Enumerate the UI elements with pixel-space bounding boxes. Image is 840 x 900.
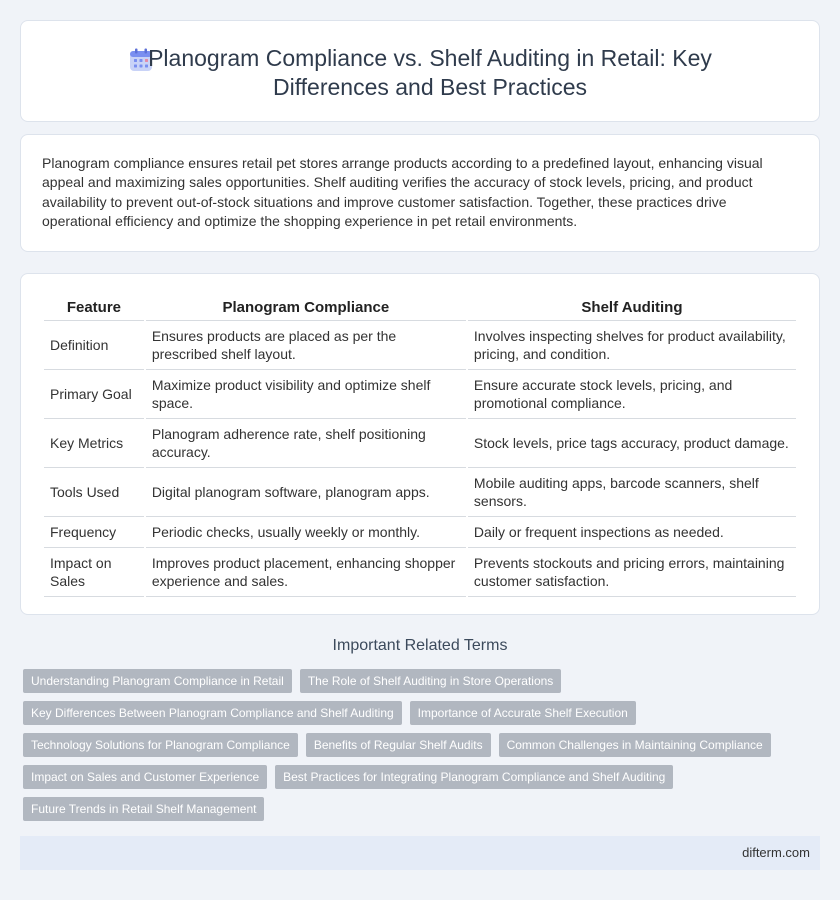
- related-term-tag[interactable]: Best Practices for Integrating Planogram Compliance and Shelf Auditing: [275, 765, 673, 789]
- row-planogram-value: Planogram adherence rate, shelf positioning accuracy.: [146, 419, 466, 468]
- related-terms-list: [23, 669, 813, 829]
- row-planogram-value: Maximize product visibility and optimize shelf space.: [146, 370, 466, 419]
- row-shelf-value: Involves inspecting shelves for product availability, pricing, and condition.: [468, 321, 796, 370]
- row-feature: Tools Used: [44, 468, 144, 517]
- related-term-tag[interactable]: Understanding Planogram Compliance in Retail: [23, 669, 292, 693]
- header-planogram-compliance: Planogram Compliance: [146, 294, 466, 321]
- related-term-tag[interactable]: Importance of Accurate Shelf Execution: [410, 701, 636, 725]
- row-shelf-value: Ensure accurate stock levels, pricing, and promotional compliance.: [468, 370, 796, 419]
- table-row: [44, 321, 796, 370]
- table-header-row: [44, 294, 796, 321]
- row-feature: Key Metrics: [44, 419, 144, 468]
- row-shelf-value: Daily or frequent inspections as needed.: [468, 517, 796, 548]
- footer: [20, 836, 820, 870]
- row-planogram-value: Improves product placement, enhancing shopper experience and sales.: [146, 548, 466, 597]
- row-shelf-value: Stock levels, price tags accuracy, product damage.: [468, 419, 796, 468]
- comparison-table: [42, 294, 798, 597]
- header-feature: Feature: [44, 294, 144, 321]
- site-link[interactable]: difterm.com: [742, 845, 810, 860]
- table-row: [44, 468, 796, 517]
- related-term-tag[interactable]: The Role of Shelf Auditing in Store Operations: [300, 669, 561, 693]
- table-row: [44, 548, 796, 597]
- related-term-tag[interactable]: Common Challenges in Maintaining Compliance: [499, 733, 771, 757]
- row-planogram-value: Digital planogram software, planogram apps.: [146, 468, 466, 517]
- table-row: [44, 370, 796, 419]
- related-terms-title: Important Related Terms: [332, 637, 508, 654]
- table-row: [44, 419, 796, 468]
- row-planogram-value: Periodic checks, usually weekly or monthly.: [146, 517, 466, 548]
- page-title: Planogram Compliance vs. Shelf Auditing in Retail: Key Differences and Best Practices: [148, 45, 712, 100]
- related-term-tag[interactable]: Technology Solutions for Planogram Compliance: [23, 733, 298, 757]
- table-row: [44, 517, 796, 548]
- related-term-tag[interactable]: Impact on Sales and Customer Experience: [23, 765, 267, 789]
- comparison-table-card: [20, 273, 820, 615]
- intro-card: [20, 134, 820, 252]
- row-shelf-value: Mobile auditing apps, barcode scanners, shelf sensors.: [468, 468, 796, 517]
- related-term-tag[interactable]: Future Trends in Retail Shelf Management: [23, 797, 264, 821]
- title-card: [20, 20, 820, 122]
- related-term-tag[interactable]: Benefits of Regular Shelf Audits: [306, 733, 491, 757]
- row-feature: Impact on Sales: [44, 548, 144, 597]
- row-planogram-value: Ensures products are placed as per the prescribed shelf layout.: [146, 321, 466, 370]
- row-feature: Frequency: [44, 517, 144, 548]
- related-term-tag[interactable]: Key Differences Between Planogram Compliance and Shelf Auditing: [23, 701, 402, 725]
- row-feature: Definition: [44, 321, 144, 370]
- row-feature: Primary Goal: [44, 370, 144, 419]
- intro-paragraph: Planogram compliance ensures retail pet stores arrange products according to a predefined layout, enhancing visual appeal and maximizing sales opportunities. Shelf auditing verifies the accuracy of stock levels, pricing, and product availability to prevent out-of-stock situations and improve customer satisfaction. Together, these practices drive operational efficiency and optimize the shopping experience in pet retail environments.: [42, 155, 763, 229]
- header-shelf-auditing: Shelf Auditing: [468, 294, 796, 321]
- row-shelf-value: Prevents stockouts and pricing errors, maintaining customer satisfaction.: [468, 548, 796, 597]
